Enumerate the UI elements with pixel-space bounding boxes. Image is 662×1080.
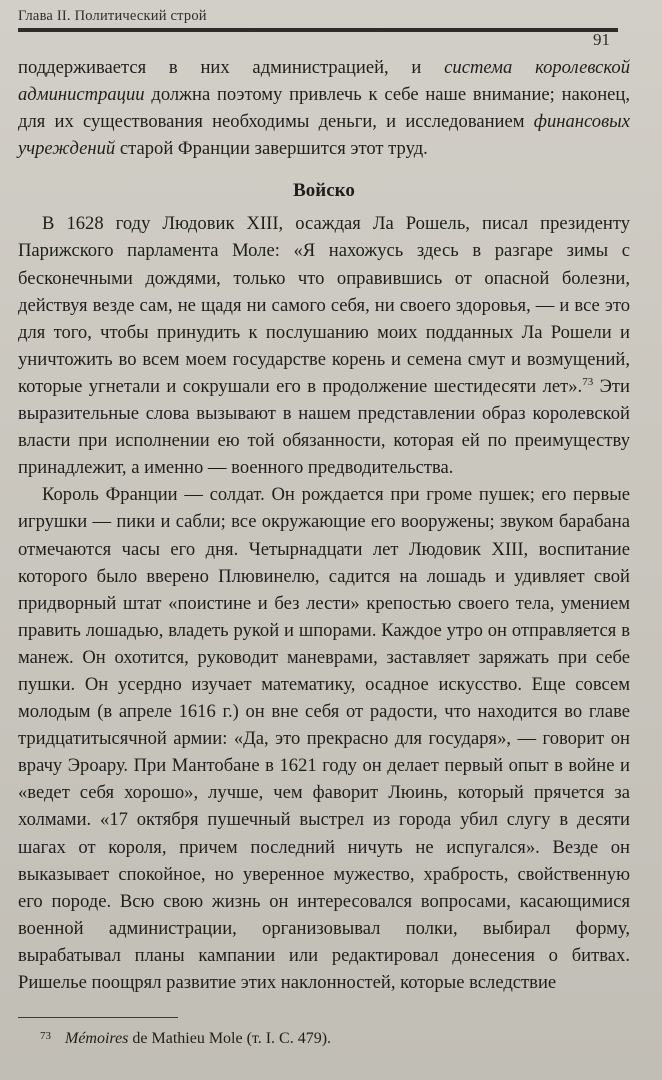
paragraph-1-text: В 1628 году Людовик XIII, осаждая Ла Рошель, писал президенту Парижского парламента Моле: «Я нахожусь здесь в разгаре зимы с бесконечными дождями, только что оправившись от опасной болезни, действуя везде сам, не щадя ни самого себя, ни своего здоровья, — и все это для того, чтобы принудить к послушанию моих подданных Ла Рошели и уничтожить во всем моем государстве корень и семена смут и возмущений, которые угнетали и сокрушали его в продолжение шестидесяти лет». <box>18 213 630 397</box>
footnote-rule <box>18 1017 178 1018</box>
intro-text-1: поддерживается в них администрацией, и <box>18 57 445 78</box>
intro-text-3: старой Франции завершится этот труд. <box>115 138 428 160</box>
footnote <box>40 1030 331 1048</box>
intro-paragraph <box>18 54 630 162</box>
paragraph-2-text: Король Франции — солдат. Он рождается при громе пушек; его первые игрушки — пики и сабли; все окружающие его вооружены; звуком барабана отмечаются часы его дня. Четырнадцати лет Людовик XIII, воспитание которого было вверено Плювинелю, садится на лошадь и удивляет свой придворный штат «поистине и без лести» крепостью своего тела, умением править лошадью, владеть рукой и шпорами. Каждое утро он отправляется в манеж. Он охотится, руководит маневрами, заставляет заряжать при себе пушки. Он усердно изучает математику, осадное искусство. Еще совсем молодым (в апреле 1616 г.) он вне себя от радости, что находится во главе тридцатитысячной армии: «Да, это прекрасно для государя», — говорит он врачу Эроару. При Мантобане в 1621 году он делает первый опыт в войне и «ведет себя хорошо», лучше, чем фаворит Люинь, который прячется за холмами. «17 октября пушечный выстрел из города убил слугу в десяти шагах от короля, причем последний ничуть не испугался». Везде он выказывает спокойное, но уверенное мужество, храбрость, свойственную его породе. Всю свою жизнь он интересовался вопросами, касающимися военной администрации, организовывал полки, выбирал форму, вырабатывал планы кампании или редактировал донесения о битвах. Ришелье поощрял развитие этих наклонностей, которые вследствие <box>18 484 630 993</box>
paragraph-1-tail: Эти выразительные слова вызывают в нашем представлении образ королевской власти при исполнении ею той обязанности, которая ей по преимуществу принадлежит, а именно — военного предводительства. <box>18 375 630 479</box>
paragraph-1 <box>18 210 630 481</box>
footnote-mark: 73 <box>40 1030 51 1042</box>
section-title: Войско <box>293 180 355 202</box>
footnote-title: Mémoires <box>65 1030 129 1047</box>
header-rule <box>18 28 618 32</box>
paragraph-2 <box>18 481 630 996</box>
intro-italic-1: система королевской администрации <box>18 57 631 106</box>
running-head-chapter: Глава II. Политический строй <box>18 8 207 24</box>
page-number: 91 <box>593 30 610 49</box>
intro-text-2: должна поэтому привлечь к себе наше внимание; наконец, для их существования необходимы деньги, и исследованием <box>18 84 630 133</box>
footnote-reference: 73 <box>582 375 594 388</box>
footnote-text: de Mathieu Mole (т. I. С. 479). <box>128 1030 332 1047</box>
intro-italic-2: финансовых учреждений <box>18 111 630 160</box>
body-text <box>18 54 630 996</box>
